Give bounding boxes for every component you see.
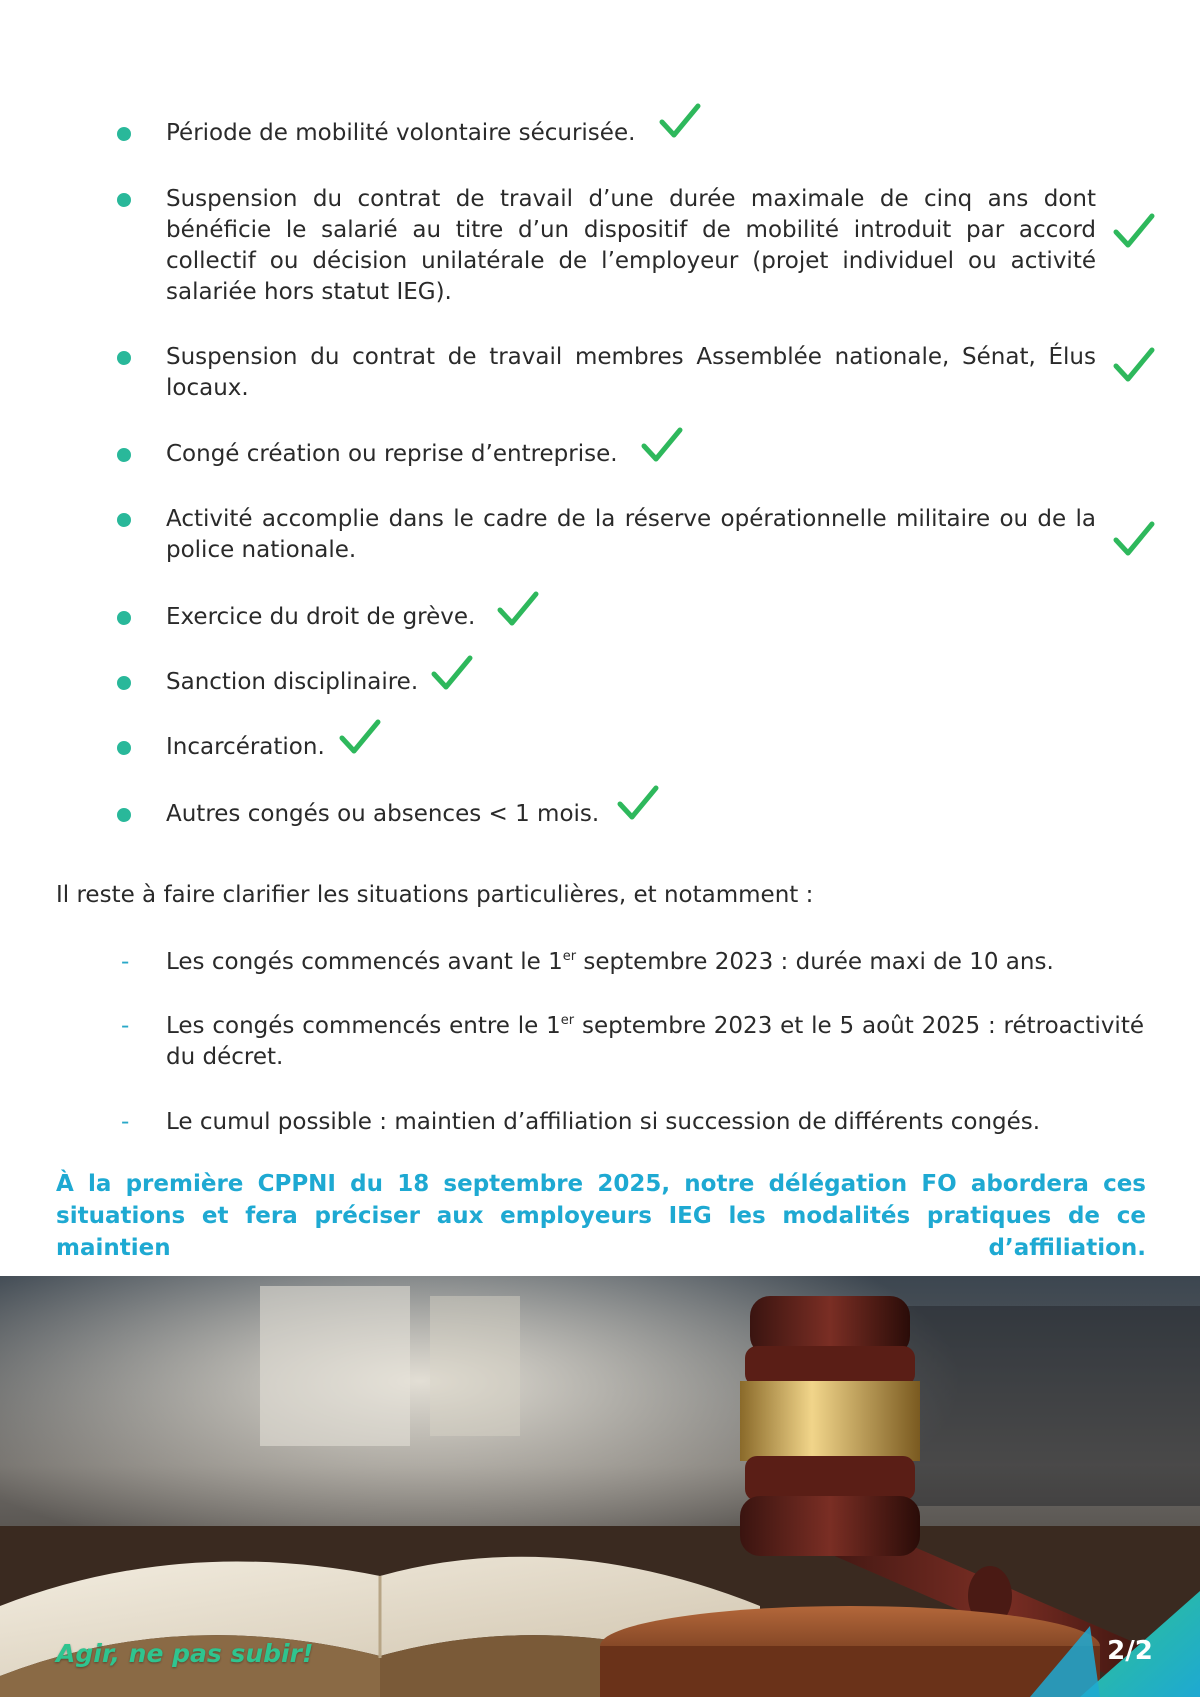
check-icon	[1112, 210, 1156, 254]
list-item-text: Autres congés ou absences < 1 mois.	[166, 801, 600, 827]
list-item-text: Les congés commencés entre le 1er septembre 2023 et le 5 août 2025 : rétroactivité du décret.	[166, 1013, 1144, 1070]
conclusion-highlight: À la première CPPNI du 18 septembre 2025, notre délégation FO abordera ces situations et fera préciser aux employeurs IEG les modalités pratiques de ce maintien d’affiliation.	[56, 1171, 1146, 1261]
bullet-dot-icon	[117, 741, 131, 755]
dash-marker: -	[121, 1109, 130, 1135]
list-item-text: Activité accomplie dans le cadre de la réserve opérationnelle militaire ou de la police nationale.	[166, 506, 1096, 563]
check-icon	[430, 652, 474, 696]
check-icon	[1112, 518, 1156, 562]
bullet-dot-icon	[117, 193, 131, 207]
list-item-text: Période de mobilité volontaire sécurisée.	[166, 120, 636, 146]
dash-marker: -	[121, 949, 130, 975]
list-item-text: Le cumul possible : maintien d’affiliation si succession de différents congés.	[166, 1109, 1041, 1135]
list-item-text: Suspension du contrat de travail membres Assemblée nationale, Sénat, Élus locaux.	[166, 344, 1096, 401]
check-icon	[640, 424, 684, 468]
bullet-dot-icon	[117, 351, 131, 365]
list-item-text: Congé création ou reprise d’entreprise.	[166, 441, 618, 467]
check-icon	[616, 782, 660, 826]
dash-marker: -	[121, 1013, 130, 1039]
check-icon	[338, 716, 382, 760]
bullet-dot-icon	[117, 513, 131, 527]
bullet-dot-icon	[117, 448, 131, 462]
list-item-text: Suspension du contrat de travail d’une durée maximale de cinq ans dont bénéficie le salarié au titre d’un dispositif de mobilité introduit par accord collectif ou décision unilatérale de l’employeur (projet individuel ou activité salariée hors statut IEG).	[166, 186, 1096, 305]
bullet-dot-icon	[117, 808, 131, 822]
list-item-text: Exercice du droit de grève.	[166, 604, 476, 630]
list-item-text: Incarcération.	[166, 734, 325, 760]
list-item-text: Les congés commencés avant le 1er septembre 2023 : durée maxi de 10 ans.	[166, 949, 1054, 975]
bullet-dot-icon	[117, 676, 131, 690]
page-number: 2/2	[1107, 1636, 1153, 1666]
intro-paragraph: Il reste à faire clarifier les situations particulières, et notamment :	[56, 882, 814, 908]
bullet-dot-icon	[117, 611, 131, 625]
check-icon	[496, 588, 540, 632]
list-item-text: Sanction disciplinaire.	[166, 669, 419, 695]
bullet-dot-icon	[117, 127, 131, 141]
check-icon	[658, 100, 702, 144]
footer-slogan: Agir, ne pas subir!	[56, 1639, 314, 1668]
gavel-book-photo	[0, 1276, 1200, 1697]
check-icon	[1112, 344, 1156, 388]
